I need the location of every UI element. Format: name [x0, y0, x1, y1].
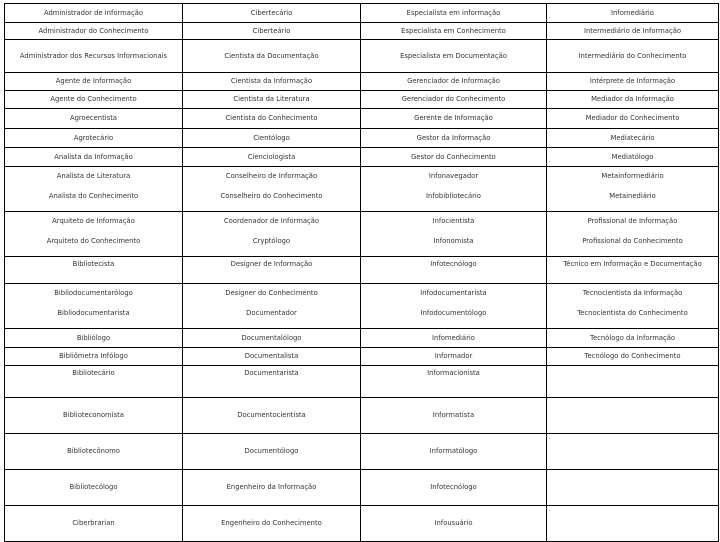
table-cell — [5, 212, 183, 257]
table-row — [5, 284, 719, 329]
table-cell: Biblioteconomista — [5, 398, 183, 434]
table-cell: Intérprete de Informação — [547, 73, 719, 91]
table-cell: Ciberbrarian — [5, 506, 183, 542]
table-cell — [183, 284, 361, 329]
table-cell: Mediatólogo — [547, 148, 719, 167]
cell-line: Infodocumentarista — [420, 289, 487, 297]
table-cell: Ciberteário — [183, 23, 361, 40]
table-cell: Tecnólogo da Informação — [547, 329, 719, 348]
cell-line: Analista de Literatura — [56, 172, 131, 180]
table-cell: Documentólogo — [183, 434, 361, 470]
table-cell: Bibliólogo — [5, 329, 183, 348]
table-cell: Mediador do Conhecimento — [547, 109, 719, 129]
table-row — [5, 4, 719, 23]
cell-line: Tecnocientista do Conhecimento — [577, 309, 688, 317]
table-cell: Técnico em Informação e Documentação — [547, 257, 719, 284]
table-cell: Tecnólogo do Conhecimento — [547, 348, 719, 366]
cell-line: Infocientista — [432, 217, 475, 225]
table-cell: Agente do Conhecimento — [5, 91, 183, 109]
cell-line: Documentador — [246, 309, 297, 317]
table-cell: Documentocientista — [183, 398, 361, 434]
table-row — [5, 212, 719, 257]
table-row — [5, 73, 719, 91]
table-cell — [361, 212, 547, 257]
table-cell — [547, 470, 719, 506]
table-cell: Especialista em Conhecimento — [361, 23, 547, 40]
table-cell — [547, 366, 719, 398]
cell-line: Infodocumentólogo — [420, 309, 487, 317]
table-cell — [5, 167, 183, 212]
table-cell: Infomediário — [361, 329, 547, 348]
table-cell: Informatista — [361, 398, 547, 434]
table-cell: Bibliotecólogo — [5, 470, 183, 506]
table-cell: Cibertecário — [183, 4, 361, 23]
table-row — [5, 329, 719, 348]
table-cell — [547, 284, 719, 329]
table-cell — [183, 167, 361, 212]
cell-line: Infonomista — [433, 237, 474, 245]
table-cell: Engenheiro do Conhecimento — [183, 506, 361, 542]
table-row — [5, 506, 719, 542]
terms-table-body — [5, 4, 719, 542]
table-row — [5, 40, 719, 73]
terms-table — [4, 3, 719, 542]
table-cell: Infomediário — [547, 4, 719, 23]
table-cell: Cientista da Literatura — [183, 91, 361, 109]
cell-line: Arquiteto do Conhecimento — [46, 237, 141, 245]
table-cell — [547, 167, 719, 212]
table-cell: Informatólogo — [361, 434, 547, 470]
table-cell: Bibliotecônomo — [5, 434, 183, 470]
table-row — [5, 434, 719, 470]
table-row — [5, 398, 719, 434]
table-cell: Especialista em informação — [361, 4, 547, 23]
table-cell: Informador — [361, 348, 547, 366]
table-row — [5, 148, 719, 167]
cell-line: Conselheiro do Conhecimento — [220, 192, 323, 200]
table-cell — [547, 212, 719, 257]
table-cell: Intermediário do Conhecimento — [547, 40, 719, 73]
table-cell: Gerenciador do Conhecimento — [361, 91, 547, 109]
cell-line: Designer do Conhecimento — [225, 289, 318, 297]
cell-line: Metainediário — [609, 192, 656, 200]
table-cell: Intermediário de Informação — [547, 23, 719, 40]
cell-line: Cryptólogo — [252, 237, 291, 245]
cell-line: Conselheiro de Informação — [225, 172, 318, 180]
cell-line: Infonavegador — [428, 172, 479, 180]
table-cell: Administrador do Conhecimento — [5, 23, 183, 40]
table-row — [5, 109, 719, 129]
table-cell: Especialista em Documentação — [361, 40, 547, 73]
table-cell: Informacionista — [361, 366, 547, 398]
table-cell: Mediador da Informação — [547, 91, 719, 109]
table-cell: Bibliômetra Infólogo — [5, 348, 183, 366]
table-cell: Gerente de Informação — [361, 109, 547, 129]
table-cell — [547, 434, 719, 470]
table-row — [5, 257, 719, 284]
table-cell: Cientista da Informação — [183, 73, 361, 91]
table-cell: Infotecnólogo — [361, 470, 547, 506]
table-cell: Agente de Informação — [5, 73, 183, 91]
table-cell: Documentarista — [183, 366, 361, 398]
table-cell: Administrador de informação — [5, 4, 183, 23]
table-cell: Infotecnólogo — [361, 257, 547, 284]
cell-line: Tecnocientista da Informação — [582, 289, 683, 297]
cell-line: Profissional de Informação — [587, 217, 678, 225]
table-cell: Gestor da Informação — [361, 129, 547, 148]
cell-line: Bibliodocumentarista — [57, 309, 130, 317]
table-cell: Agrotecário — [5, 129, 183, 148]
cell-line: Metainformediário — [601, 172, 664, 180]
cell-line: Coordenador de Informação — [223, 217, 320, 225]
table-cell: Infousuário — [361, 506, 547, 542]
table-cell: Cienciologista — [183, 148, 361, 167]
table-cell: Administrador dos Recursos Informacionais — [5, 40, 183, 73]
table-cell: Mediatecário — [547, 129, 719, 148]
table-cell — [547, 506, 719, 542]
table-row — [5, 129, 719, 148]
table-row — [5, 366, 719, 398]
table-cell: Designer de Informação — [183, 257, 361, 284]
cell-line: Bibliodocumentarólogo — [54, 289, 133, 297]
cell-line: Arquiteto de Informação — [52, 217, 135, 225]
table-row — [5, 348, 719, 366]
table-cell: Bibliotecário — [5, 366, 183, 398]
cell-line: Analista do Conhecimento — [48, 192, 139, 200]
table-cell — [361, 284, 547, 329]
table-cell: Gerenciador de Informação — [361, 73, 547, 91]
cell-line: Profissional do Conhecimento — [582, 237, 683, 245]
table-row — [5, 167, 719, 212]
table-cell: Documentalólogo — [183, 329, 361, 348]
table-cell — [5, 284, 183, 329]
cell-line: Infobibliotecário — [426, 192, 481, 200]
table-cell: Cientista da Documentação — [183, 40, 361, 73]
table-cell: Engenheiro da Informação — [183, 470, 361, 506]
table-cell: Analista da Informação — [5, 148, 183, 167]
table-cell — [547, 398, 719, 434]
table-cell: Bibliotecista — [5, 257, 183, 284]
table-row — [5, 470, 719, 506]
table-cell: Gestor do Conhecimento — [361, 148, 547, 167]
table-cell — [361, 167, 547, 212]
table-row — [5, 91, 719, 109]
table-row — [5, 23, 719, 40]
table-cell: Cientólogo — [183, 129, 361, 148]
table-cell: Cientista do Conhecimento — [183, 109, 361, 129]
table-cell — [183, 212, 361, 257]
table-cell: Documentalista — [183, 348, 361, 366]
table-cell: Agroecentista — [5, 109, 183, 129]
